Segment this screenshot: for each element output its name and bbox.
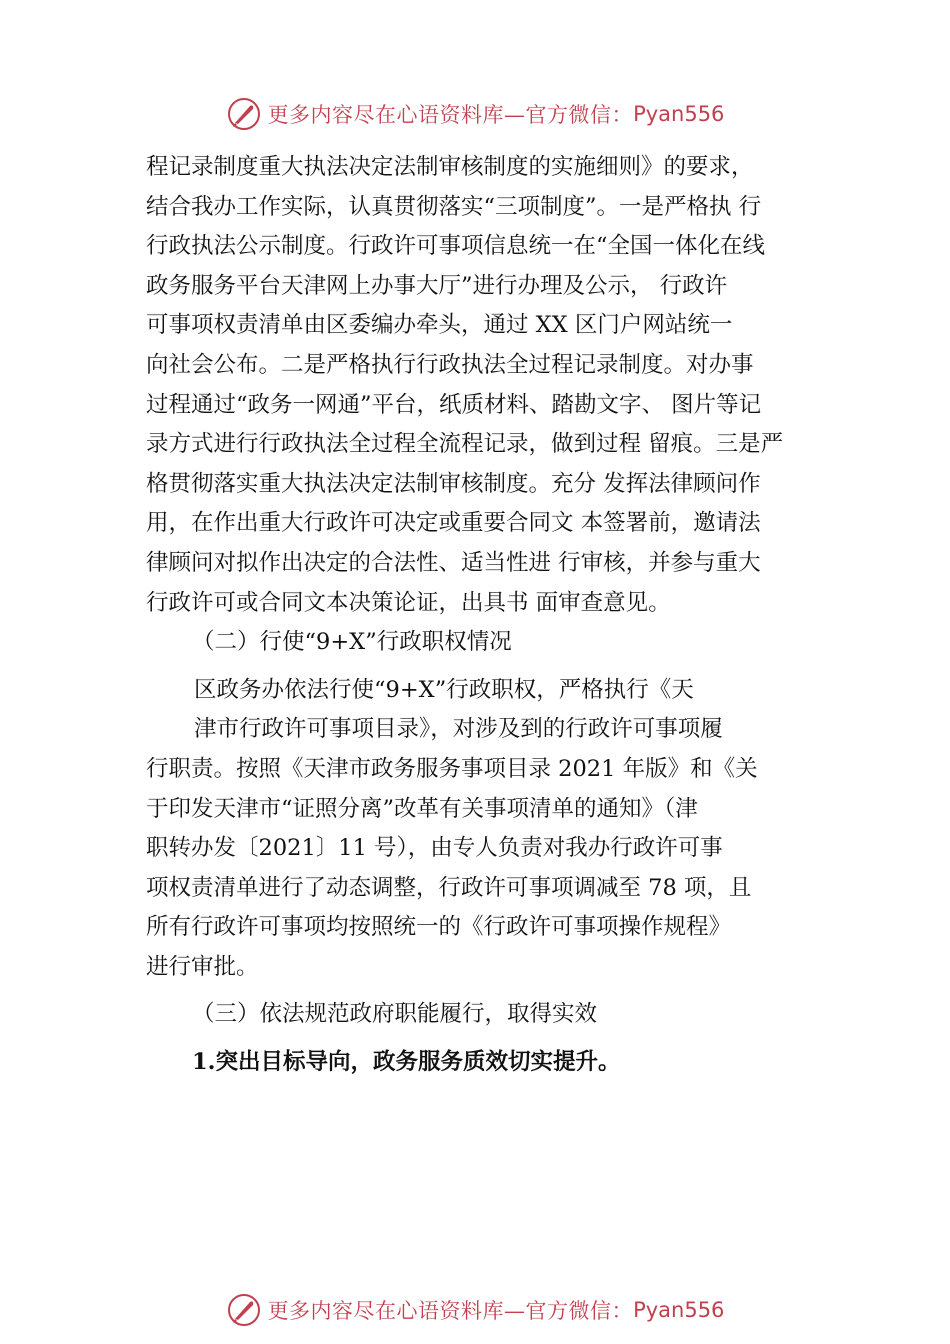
text-line: 津市行政许可事项目录》，对涉及到的行政许可事项履 bbox=[194, 716, 723, 743]
footer-banner-text: 更多内容尽在心语资料库—官方微信： bbox=[267, 1299, 634, 1323]
wechat-id: Pyan556 bbox=[633, 102, 725, 126]
text-line: 结合我办工作实际，认真贯彻落实“三项制度”。一是严格执 行 bbox=[146, 193, 762, 220]
paragraph-1 bbox=[146, 148, 836, 623]
text-line: 录方式进行行政执法全过程全流程记录，做到过程 留痕。三是严 bbox=[146, 431, 784, 458]
section-heading-3: （三）依法规范政府职能履行，取得实效 bbox=[192, 1001, 598, 1028]
text-line: 行政许可或合同文本决策论证，出具书 面审查意见。 bbox=[146, 589, 671, 616]
subheading-1: 1.突出目标导向，政务服务质效切实提升。 bbox=[192, 1049, 621, 1076]
footer-wechat-id: Pyan556 bbox=[633, 1298, 725, 1322]
text-line: 区政务办依法行使“9+X”行政职权，严格执行《天 bbox=[194, 676, 694, 703]
text-line: 过程通过“政务一网通”平台，纸质材料、踏勘文字、 图片等记 bbox=[146, 391, 762, 418]
document-body bbox=[146, 148, 836, 1083]
text-line: 进行审批。 bbox=[146, 953, 259, 980]
paragraph-2 bbox=[146, 750, 836, 988]
text-line: 职转办发〔2021〕11 号），由专人负责对我办行政许可事 bbox=[146, 835, 723, 862]
text-line: 行职责。按照《天津市政务服务事项目录 2021 年版》和《关 bbox=[146, 755, 758, 782]
text-line: 于印发天津市“证照分离”改革有关事项清单的通知》（津 bbox=[146, 795, 698, 822]
text-line: 行政执法公示制度。行政许可事项信息统一在“全国一体化在线 bbox=[146, 233, 766, 260]
text-line: 可事项权责清单由区委编办牵头，通过 XX 区门户网站统一 bbox=[146, 312, 733, 339]
text-line: 项权责清单进行了动态调整，行政许可事项调减至 78 项，且 bbox=[146, 874, 752, 901]
text-line: 所有行政许可事项均按照统一的《行政许可事项操作规程》 bbox=[146, 914, 732, 941]
text-line: 用，在作出重大行政许可决定或重要合同文 本签署前，邀请法 bbox=[146, 510, 761, 537]
text-line: 律顾问对拟作出决定的合法性、适当性进 行审核，并参与重大 bbox=[146, 549, 761, 576]
footer-banner bbox=[0, 1288, 950, 1332]
text-line: 政务服务平台天津网上办事大厅”进行办理及公示， 行政许 bbox=[146, 272, 728, 299]
quill-pen-seal-icon bbox=[226, 1292, 262, 1328]
section-heading-2: （二）行使“9+X”行政职权情况 bbox=[192, 629, 512, 656]
text-line: 向社会公布。二是严格执行行政执法全过程记录制度。对办事 bbox=[146, 351, 754, 378]
banner-text: 更多内容尽在心语资料库—官方微信： bbox=[267, 103, 634, 127]
text-line: 程记录制度重大执法决定法制审核制度的实施细则》的要求， bbox=[146, 154, 754, 180]
quill-pen-seal-icon bbox=[226, 96, 262, 132]
paragraph-2-indented bbox=[146, 671, 836, 750]
header-banner bbox=[0, 92, 950, 136]
text-line: 格贯彻落实重大执法决定法制审核制度。充分 发挥法律顾问作 bbox=[146, 470, 761, 497]
